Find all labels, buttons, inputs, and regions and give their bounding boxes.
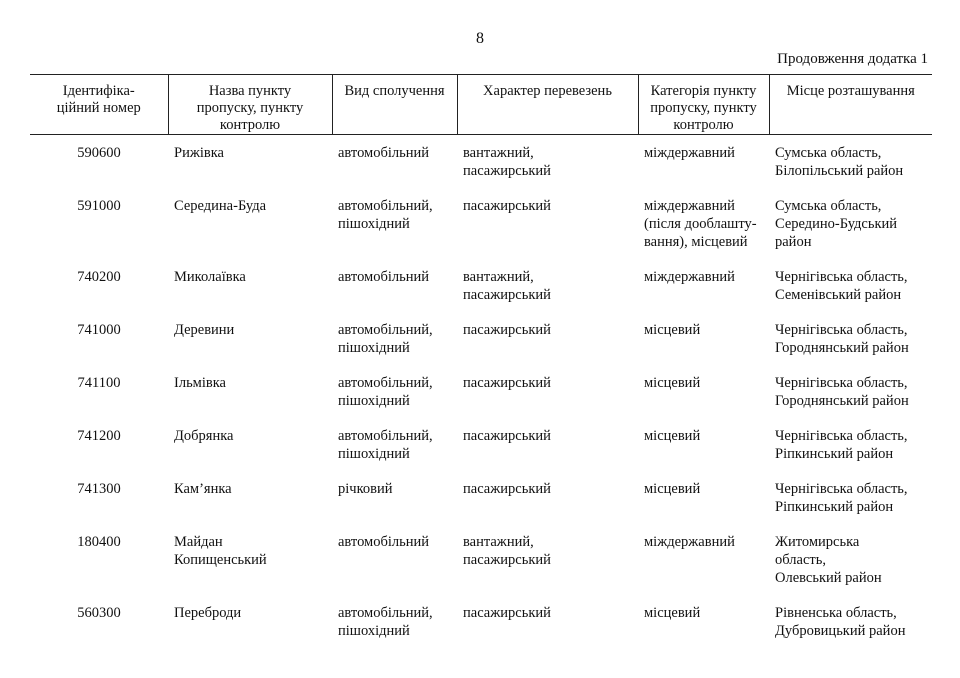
header-name [168, 75, 332, 135]
cell-line: Білопільський район [775, 163, 904, 179]
cell-line: Чернігівська область, [775, 322, 908, 338]
cell-connection [332, 135, 457, 189]
cell-line: Середина-Буда [174, 198, 267, 214]
cell-name [168, 365, 332, 418]
header-connection [332, 75, 457, 135]
header-line: Категорія пункту [650, 83, 757, 99]
cell-line: пішохідний [338, 340, 410, 356]
cell-id: 741300 [77, 481, 121, 497]
cell-name [168, 418, 332, 471]
cell-line: Ріпкинський район [775, 499, 894, 515]
cell-name [168, 312, 332, 365]
cell-location [769, 312, 932, 365]
table-row [30, 188, 932, 259]
cell-line: пасажирський [463, 198, 551, 214]
header-line: Вид сполучення [344, 83, 445, 99]
header-category [638, 75, 769, 135]
cell-line: район [775, 234, 812, 250]
cell-location [769, 595, 932, 648]
header-id [30, 75, 168, 135]
cell-line: Дубровицький район [775, 623, 906, 639]
cell-location [769, 188, 932, 259]
cell-line: пасажирський [463, 428, 551, 444]
cell-line: пішохідний [338, 393, 410, 409]
cell-location [769, 524, 932, 595]
cell-line: міждержавний [644, 198, 735, 214]
cell-transport [457, 595, 638, 648]
cell-line: область, [775, 552, 826, 568]
cell-line: місцевий [644, 375, 701, 391]
cell-line: Майдан [174, 534, 223, 550]
cell-transport [457, 312, 638, 365]
cell-line: Городнянський район [775, 393, 909, 409]
cell-category [638, 259, 769, 312]
cell-line: річковий [338, 481, 393, 497]
cell-line: місцевий [644, 322, 701, 338]
cell-line: Миколаївка [174, 269, 246, 285]
continuation-label: Продовження додатка 1 [777, 51, 928, 67]
cell-transport [457, 365, 638, 418]
cell-line: Кам’янка [174, 481, 232, 497]
cell-line: Рівненська область, [775, 605, 897, 621]
cell-line: Копищенський [174, 552, 267, 568]
page-number: 8 [476, 30, 484, 47]
table-row [30, 135, 932, 189]
cell-line: місцевий [644, 481, 701, 497]
header-line: Місце розташування [786, 83, 915, 99]
cell-line: пасажирський [463, 322, 551, 338]
cell-name [168, 135, 332, 189]
table-row [30, 259, 932, 312]
cell-line: пасажирський [463, 287, 551, 303]
cell-line: Чернігівська область, [775, 481, 908, 497]
cell-category [638, 418, 769, 471]
cell-line: автомобільний, [338, 605, 433, 621]
cell-id: 740200 [77, 269, 121, 285]
cell-name [168, 524, 332, 595]
cell-category [638, 365, 769, 418]
cell-location [769, 259, 932, 312]
cell-line: Чернігівська область, [775, 269, 908, 285]
cell-id: 560300 [77, 605, 121, 621]
cell-category [638, 188, 769, 259]
cell-id: 590600 [77, 145, 121, 161]
cell-line: автомобільний, [338, 375, 433, 391]
cell-connection [332, 524, 457, 595]
cell-line: пішохідний [338, 446, 410, 462]
header-line: пропуску, пункту [196, 100, 304, 116]
cell-transport [457, 135, 638, 189]
cell-line: (після дооблашту- [644, 216, 757, 232]
cell-line: автомобільний, [338, 198, 433, 214]
cell-line: Семенівський район [775, 287, 902, 303]
cell-location [769, 418, 932, 471]
cell-name [168, 471, 332, 524]
cell-name [168, 595, 332, 648]
table-header [30, 75, 932, 135]
table-row [30, 365, 932, 418]
cell-line: пасажирський [463, 552, 551, 568]
cell-id: 741100 [77, 375, 121, 391]
cell-line: міждержавний [644, 145, 735, 161]
cell-line: міждержавний [644, 269, 735, 285]
cell-connection [332, 259, 457, 312]
cell-transport [457, 418, 638, 471]
table-row [30, 595, 932, 648]
header-location [769, 75, 932, 135]
cell-name [168, 188, 332, 259]
cell-line: Чернігівська область, [775, 428, 908, 444]
table-row [30, 471, 932, 524]
cell-line: пішохідний [338, 623, 410, 639]
cell-line: Житомирська [775, 534, 860, 550]
cell-line: Ріпкинський район [775, 446, 894, 462]
cell-line: пішохідний [338, 216, 410, 232]
cell-id: 741200 [77, 428, 121, 444]
cell-line: Чернігівська область, [775, 375, 908, 391]
cell-line: пасажирський [463, 481, 551, 497]
cell-category [638, 312, 769, 365]
header-line: Ідентифіка- [62, 83, 135, 99]
cell-connection [332, 312, 457, 365]
header-line: контролю [673, 117, 734, 133]
cell-id: 180400 [77, 534, 121, 550]
cell-line: автомобільний, [338, 322, 433, 338]
cell-category [638, 595, 769, 648]
cell-line: автомобільний [338, 269, 430, 285]
cell-transport [457, 524, 638, 595]
cell-line: Переброди [174, 605, 242, 621]
cell-line: Сумська область, [775, 198, 882, 214]
table-row [30, 418, 932, 471]
checkpoints-table [30, 74, 932, 648]
cell-line: вантажний, [463, 534, 534, 550]
cell-transport [457, 471, 638, 524]
cell-line: пасажирський [463, 163, 551, 179]
cell-id: 741000 [77, 322, 121, 338]
cell-line: Середино-Будський [775, 216, 898, 232]
cell-line: вання), місцевий [644, 234, 748, 250]
cell-line: Ільмівка [174, 375, 226, 391]
cell-location [769, 471, 932, 524]
cell-line: місцевий [644, 605, 701, 621]
cell-location [769, 365, 932, 418]
cell-line: Добрянка [174, 428, 234, 444]
cell-name [168, 259, 332, 312]
cell-line: Рижівка [174, 145, 224, 161]
cell-transport [457, 188, 638, 259]
table-row [30, 312, 932, 365]
cell-line: Сумська область, [775, 145, 882, 161]
cell-connection [332, 595, 457, 648]
cell-location [769, 135, 932, 189]
header-line: пропуску, пункту [650, 100, 757, 116]
cell-line: вантажний, [463, 269, 534, 285]
cell-category [638, 135, 769, 189]
cell-line: автомобільний [338, 534, 430, 550]
cell-line: Олевський район [775, 570, 882, 586]
cell-id: 591000 [77, 198, 121, 214]
cell-line: автомобільний, [338, 428, 433, 444]
table-body [30, 135, 932, 649]
header-line: ційний номер [56, 100, 141, 116]
cell-connection [332, 365, 457, 418]
header-row [30, 75, 932, 135]
cell-line: пасажирський [463, 375, 551, 391]
cell-line: Городнянський район [775, 340, 909, 356]
cell-transport [457, 259, 638, 312]
header-line: Характер перевезень [483, 83, 612, 99]
header-transport [457, 75, 638, 135]
cell-connection [332, 471, 457, 524]
cell-line: вантажний, [463, 145, 534, 161]
cell-line: місцевий [644, 428, 701, 444]
header-line: Назва пункту [208, 83, 292, 99]
cell-category [638, 524, 769, 595]
header-line: контролю [219, 117, 281, 133]
cell-line: міждержавний [644, 534, 735, 550]
cell-line: Деревини [174, 322, 235, 338]
cell-connection [332, 418, 457, 471]
cell-line: автомобільний [338, 145, 430, 161]
cell-line: пасажирський [463, 605, 551, 621]
cell-category [638, 471, 769, 524]
table-row [30, 524, 932, 595]
cell-connection [332, 188, 457, 259]
